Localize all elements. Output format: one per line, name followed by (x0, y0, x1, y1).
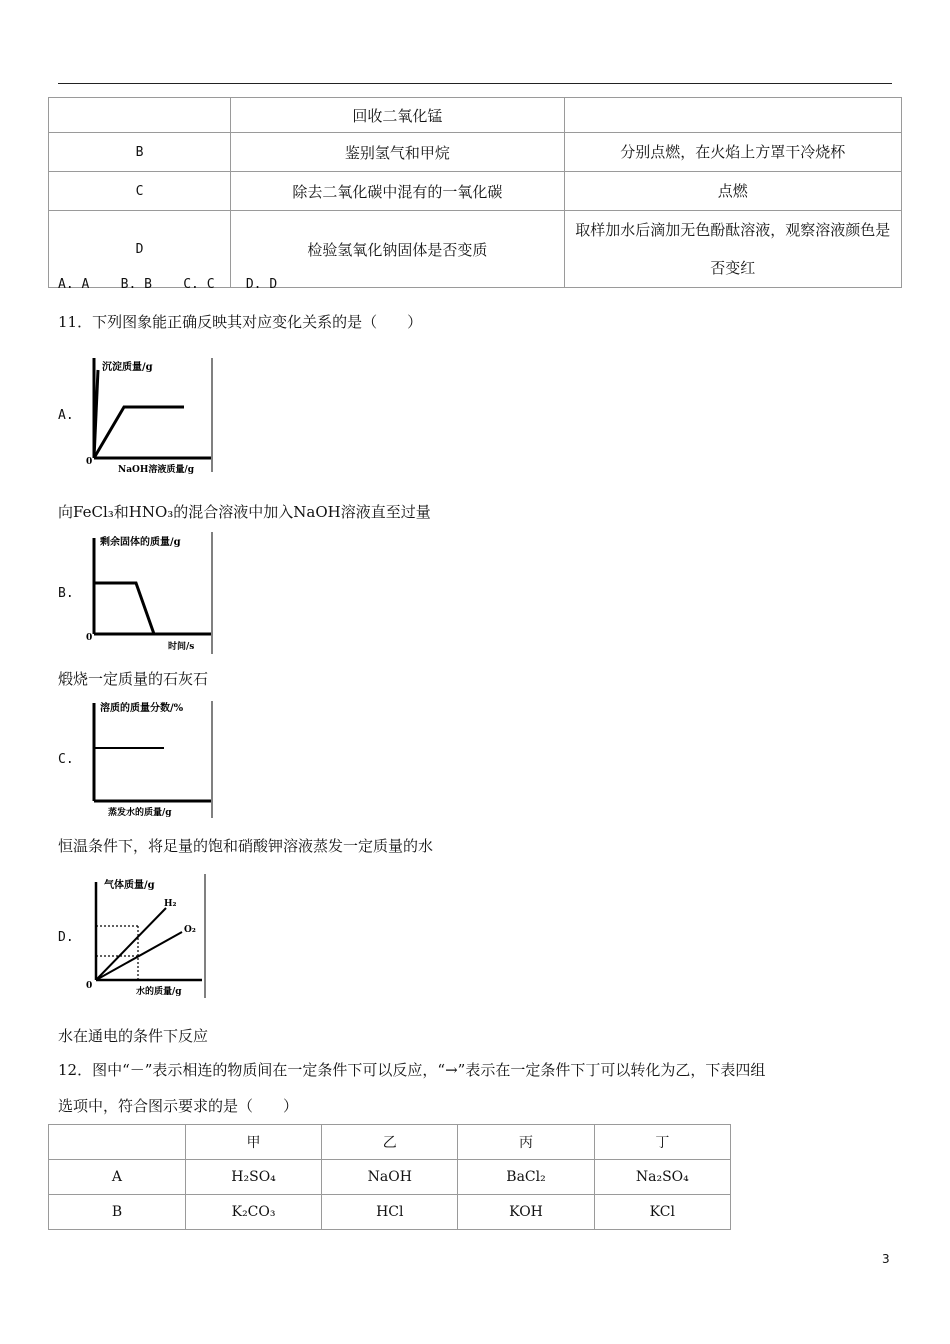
o2-label: O₂ (184, 925, 196, 935)
table-cell: A (49, 1160, 186, 1195)
curve-line (94, 583, 154, 634)
table-cell (564, 98, 901, 133)
x-axis-label: NaOH溶液质量/g (118, 465, 194, 475)
table-cell: D (49, 211, 231, 288)
table-row (49, 172, 902, 211)
q12-stem-line2: 选项中，符合图示要求的是（ ） (58, 1097, 299, 1115)
page-number: 3 (882, 1252, 890, 1266)
table-cell: BaCl₂ (458, 1160, 594, 1195)
table-cell: 鉴别氢气和甲烷 (231, 133, 564, 172)
option-a-label: A. (58, 408, 74, 423)
table-cell: 取样加水后滴加无色酚酞溶液，观察溶液颜色是否变红 (564, 211, 901, 288)
table-cell: KCl (594, 1195, 730, 1230)
option-d-caption: 水在通电的条件下反应 (58, 1027, 209, 1045)
table-cell: 回收二氧化锰 (231, 98, 564, 133)
graph-b (84, 530, 214, 655)
table-cell: 检验氢氧化钠固体是否变质 (231, 211, 564, 288)
y-axis-label: 溶质的质量分数/% (100, 703, 184, 714)
header-rule (58, 83, 892, 84)
table-header-cell: 丁 (594, 1125, 730, 1160)
table-row (49, 1160, 731, 1195)
h2-label: H₂ (164, 899, 177, 909)
option-d-label: D. (58, 930, 74, 945)
table-cell: 除去二氧化碳中混有的一氧化碳 (231, 172, 564, 211)
table-cell: B (49, 1195, 186, 1230)
option-a-caption: 向FeCl₃和HNO₃的混合溶液中加入NaOH溶液直至过量 (58, 503, 431, 521)
table-cell: KOH (458, 1195, 594, 1230)
y-axis-label: 气体质量/g (104, 880, 155, 891)
table-row (49, 133, 902, 172)
x-axis-label: 蒸发水的质量/g (108, 808, 172, 818)
y-axis-label: 剩余固体的质量/g (100, 537, 181, 548)
table-cell: B (49, 133, 231, 172)
option-b-label: B. (58, 586, 74, 601)
h2-line (96, 908, 166, 980)
table-row (49, 211, 902, 288)
q12-stem-line1: 12．图中“－”表示相连的物质间在一定条件下可以反应，“→”表示在一定条件下丁可以转化为乙，下表四组 (58, 1061, 766, 1079)
table-cell: 点燃 (564, 172, 901, 211)
option-b-caption: 煅烧一定质量的石灰石 (58, 670, 209, 688)
table-header-cell (49, 1125, 186, 1160)
q10-table (48, 97, 902, 288)
curve-line (94, 407, 184, 458)
table-header-row (49, 1125, 731, 1160)
x-axis-label: 水的质量/g (136, 987, 182, 997)
origin-label: 0 (86, 981, 93, 991)
table-cell (49, 98, 231, 133)
graph-d (84, 870, 209, 1000)
option-c-caption: 恒温条件下，将足量的饱和硝酸钾溶液蒸发一定质量的水 (58, 837, 434, 855)
table-cell: Na₂SO₄ (594, 1160, 730, 1195)
option-c-label: C. (58, 752, 74, 767)
y-axis-label: 沉淀质量/g (102, 362, 153, 373)
graph-c (84, 697, 214, 819)
table-cell: C (49, 172, 231, 211)
origin-label: 0 (86, 457, 93, 467)
table-cell: 分别点燃，在火焰上方罩干冷烧杯 (564, 133, 901, 172)
graph-a (84, 350, 214, 478)
table-cell: HCl (322, 1195, 458, 1230)
table-header-cell: 甲 (185, 1125, 321, 1160)
table-cell: NaOH (322, 1160, 458, 1195)
table-header-cell: 乙 (322, 1125, 458, 1160)
q11-stem: 11．下列图象能正确反映其对应变化关系的是（ ） (58, 313, 423, 331)
table-row (49, 98, 902, 133)
table-row (49, 1195, 731, 1230)
origin-label: 0 (86, 633, 93, 643)
table-cell: K₂CO₃ (185, 1195, 321, 1230)
table-header-cell: 丙 (458, 1125, 594, 1160)
x-axis-label: 时间/s (168, 642, 195, 652)
q10-options: A. A B. B C. C D. D (58, 277, 278, 292)
q12-table (48, 1124, 731, 1230)
table-cell: H₂SO₄ (185, 1160, 321, 1195)
